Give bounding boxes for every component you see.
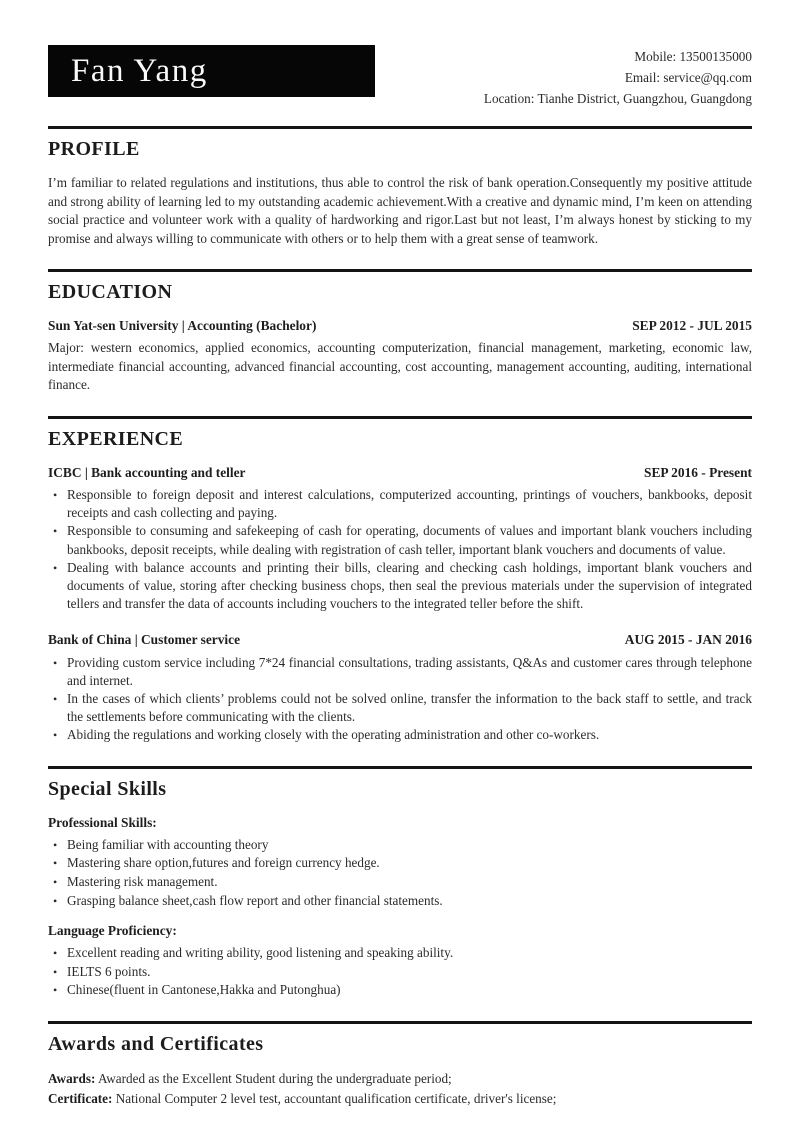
awards-line: [48, 1069, 752, 1089]
bullet-icon: •: [53, 837, 58, 852]
bullet-text: In the cases of which clients’ problems could not be solved online, transfer the information to the back staff to settle, and track the settlements before communicating with the clients.: [67, 691, 752, 725]
section-special-skills: [48, 769, 752, 1000]
bullet-text: Providing custom service including 7*24 financial consultations, trading assistants, Q&As and customer cares through telephone and internet.: [67, 654, 752, 688]
list-item: [48, 892, 752, 911]
contact-location: Location: Tianhe District, Guangzhou, Guangdong: [483, 91, 752, 107]
list-item: [48, 654, 752, 690]
skills-group-professional: [48, 814, 752, 910]
candidate-name: Fan Yang: [71, 52, 208, 89]
bullet-icon: •: [53, 893, 58, 908]
bullet-text: Mastering share option,futures and foreign currency hedge.: [67, 855, 380, 871]
experience-title: EXPERIENCE: [48, 427, 184, 450]
bullet-text: Mastering risk management.: [67, 874, 218, 889]
awards-text: Awarded as the Excellent Student during the undergraduate period;: [95, 1070, 452, 1086]
experience-entry-head: [48, 464, 752, 482]
list-item: [48, 559, 752, 614]
bullet-text: Chinese(fluent in Cantonese,Hakka and Putonghua): [67, 982, 341, 998]
education-entry-description: Major: western economics, applied economics, accounting computerization, financial management, marketing, economic law, intermediate financial accounting, advanced financial accounting, cost accounting, management accounting, auditing, international finance.: [48, 340, 752, 393]
awards-label: Awards:: [48, 1070, 96, 1086]
contact-block: [484, 45, 752, 109]
bullet-icon: •: [53, 875, 58, 889]
experience-entry-head: [48, 631, 752, 649]
list-item: [48, 690, 752, 726]
contact-email: Email: service@qq.com: [624, 70, 752, 86]
skills-group-language: [48, 922, 752, 1000]
list-item: [48, 522, 752, 558]
section-profile: [48, 129, 752, 248]
profile-text: I’m familiar to related regulations and institutions, thus able to control the risk of bank operation.Consequently my positive attitude and strong ability of learning led to my outstanding academic achievement.With a creative and dynamic mind, I’m keen on attending social practice and volunteer work with a quality of hardworking and rigor.Last but not least, I’m always honest by sticking to my promise and always willing to communicate with others or to help them with a great sense of teamwork.: [48, 175, 752, 246]
bullet-icon: •: [53, 945, 58, 960]
bullet-text: Responsible to consuming and safekeeping of cash for operating, documents of values and important blank vouchers including bankbooks, deposit receipts, while dealing with registration of cash teller, important blank vouchers and documents of value.: [67, 523, 752, 557]
bullet-text: Being familiar with accounting theory: [67, 836, 269, 852]
certificate-text: National Computer 2 level test, accountant qualification certificate, driver's license;: [112, 1090, 557, 1106]
section-education: [48, 272, 752, 395]
experience-entry-boc: [48, 631, 752, 745]
experience-entry-dates: AUG 2015 - JAN 2016: [624, 632, 752, 648]
bullet-icon: •: [53, 560, 58, 575]
bullet-icon: •: [53, 856, 58, 871]
bullet-text: Dealing with balance accounts and printing their bills, clearing and checking cash holdings, important blank vouchers and documents of value, storing after checking business chops, then seal the previous materials under the supervision of integrated tellers and transfer the data of accounts including vouchers to the integrated teller before the shift.: [67, 559, 752, 612]
special-skills-title: Special Skills: [48, 778, 167, 801]
education-title: EDUCATION: [48, 281, 173, 304]
education-entry-head: [48, 317, 752, 335]
experience-entry-title: ICBC | Bank accounting and teller: [48, 464, 246, 480]
list-item: [48, 726, 752, 745]
bullet-text: Abiding the regulations and working closely with the operating administration and other co-workers.: [67, 727, 600, 743]
education-entry: [48, 317, 752, 395]
experience-entry-icbc: [48, 464, 752, 614]
bullet-icon: •: [53, 692, 58, 707]
bullet-text: Responsible to foreign deposit and interest calculations, computerized accounting, printings of vouchers, bankbooks, deposit receipts and cash collecting and paying.: [67, 486, 752, 521]
list-item: [48, 486, 752, 522]
list-item: [48, 854, 752, 873]
skills-group-heading: Professional Skills:: [48, 815, 157, 831]
certificate-line: [48, 1089, 752, 1109]
bullet-text: Grasping balance sheet,cash flow report and other financial statements.: [67, 892, 443, 908]
skills-group-heading: Language Proficiency:: [48, 923, 177, 939]
name-box: [48, 45, 375, 97]
experience-entry-dates: SEP 2016 - Present: [644, 464, 752, 480]
list-item: [48, 981, 752, 1000]
section-experience: [48, 419, 752, 745]
bullet-icon: •: [53, 487, 58, 502]
bullet-text: IELTS 6 points.: [67, 963, 151, 979]
bullet-icon: •: [53, 983, 58, 998]
bullet-icon: •: [53, 964, 58, 979]
awards-title: Awards and Certificates: [48, 1032, 264, 1055]
list-item: [48, 963, 752, 982]
education-entry-title: Sun Yat-sen University | Accounting (Bachelor): [48, 318, 317, 334]
certificate-label: Certificate:: [48, 1090, 113, 1106]
bullet-icon: •: [53, 655, 58, 670]
education-entry-dates: SEP 2012 - JUL 2015: [632, 318, 752, 334]
resume-header: [48, 45, 752, 109]
list-item: [48, 873, 752, 892]
experience-entry-title: Bank of China | Customer service: [48, 632, 241, 648]
section-awards: [48, 1024, 752, 1109]
list-item: [48, 944, 752, 963]
bullet-icon: •: [53, 524, 58, 539]
profile-title: PROFILE: [48, 138, 140, 161]
bullet-text: Excellent reading and writing ability, good listening and speaking ability.: [67, 944, 454, 960]
list-item: [48, 836, 752, 855]
contact-mobile: Mobile: 13500135000: [634, 49, 752, 64]
bullet-icon: •: [53, 728, 58, 743]
